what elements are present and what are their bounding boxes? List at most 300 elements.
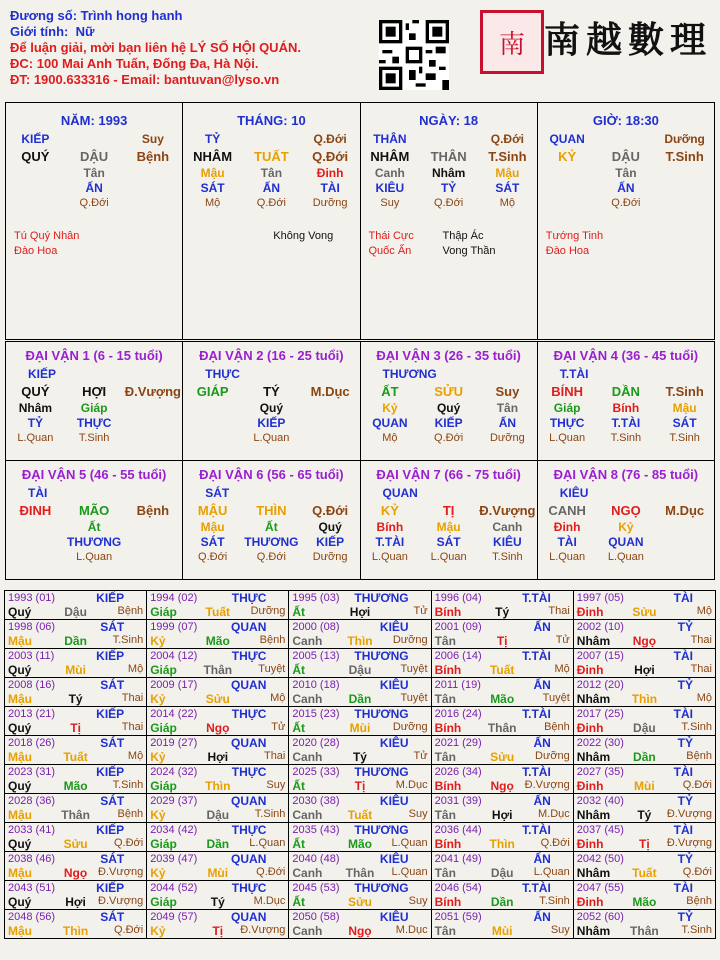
h1-cell: Nhâm (431, 166, 466, 180)
year-cell[interactable] (5, 707, 147, 736)
h2-cell: TỶ (440, 181, 457, 195)
dai-van-title: ĐẠI VẬN 7 (66 - 75 tuổi) (376, 467, 521, 482)
r1-row (361, 486, 537, 501)
h2-cell: SÁT (495, 181, 520, 195)
r2-cell: M.Dục (665, 503, 705, 518)
r2-cell: KỶ (558, 149, 577, 164)
year-god: KIẾP (96, 707, 125, 721)
r2-cell: Suy (495, 384, 520, 399)
h2-cell (301, 416, 360, 431)
year-cell[interactable] (289, 823, 431, 852)
year-cell[interactable] (574, 620, 716, 649)
year-phase: T.Sinh (681, 721, 712, 733)
dai-van-cell[interactable] (183, 461, 360, 580)
year-label: 2000 (08) (292, 621, 340, 633)
year-god: TỶ (677, 794, 693, 808)
year-stem: Canh (292, 808, 323, 822)
year-cell[interactable] (432, 881, 574, 910)
year-cell[interactable] (574, 736, 716, 765)
year-branch: Sửu (490, 750, 515, 764)
contact-line: Để luận giải, mời bạn liên hệ LÝ SỐ HỘI QUÁN. (10, 40, 301, 55)
year-cell[interactable] (432, 910, 574, 939)
year-cell[interactable] (574, 823, 716, 852)
year-branch: Dần (633, 750, 656, 764)
year-stem: Ất (292, 837, 306, 851)
year-cell[interactable] (5, 794, 147, 823)
year-branch: Dậu (490, 866, 514, 880)
year-bottom (292, 663, 427, 677)
r2-cell: THÌN (256, 503, 287, 518)
year-stem: Tân (434, 866, 456, 880)
r1-cell: KIẾP (28, 367, 57, 381)
year-cell[interactable] (574, 591, 716, 620)
year-stem: Kỷ (150, 924, 166, 938)
year-god: TỶ (677, 852, 693, 866)
year-phase: M.Dục (395, 924, 428, 936)
year-phase: Mộ (696, 605, 712, 617)
h3-cell (6, 550, 65, 564)
year-cell[interactable] (147, 678, 289, 707)
year-god: SÁT (100, 736, 125, 750)
year-cell[interactable] (289, 881, 431, 910)
h3-row (183, 431, 359, 445)
h2-row (6, 416, 182, 431)
year-branch: Tý (68, 692, 83, 706)
dai-van-cell[interactable] (538, 342, 715, 461)
year-cell[interactable] (147, 620, 289, 649)
dai-van-cell[interactable] (6, 342, 183, 461)
note-b: Quốc Ấn (368, 245, 412, 257)
r1-cell: Dưỡng (664, 132, 705, 146)
year-branch: Ngọ (63, 866, 88, 880)
year-phase: Dưỡng (392, 721, 428, 733)
year-stem: Mậu (8, 692, 32, 706)
year-cell[interactable] (5, 620, 147, 649)
year-god: KIẾP (96, 591, 125, 605)
year-god: THƯƠNG (354, 765, 409, 779)
address-line: ĐC: 100 Mai Anh Tuấn, Đống Đa, Hà Nội. (10, 56, 259, 71)
year-bottom (435, 779, 570, 793)
year-god: TÀI (673, 823, 693, 837)
year-cell[interactable] (147, 910, 289, 939)
h1-cell: Giáp (553, 401, 581, 415)
year-label: 2050 (58) (292, 911, 340, 923)
year-cell[interactable] (289, 852, 431, 881)
year-stem: Mậu (8, 634, 32, 648)
year-cell[interactable] (147, 649, 289, 678)
r2-row (6, 382, 182, 401)
r1-cell: KIÊU (559, 486, 589, 500)
year-branch: Tý (210, 895, 225, 909)
year-branch: Tị (212, 924, 224, 938)
h1-cell (6, 520, 65, 535)
year-bottom (577, 924, 712, 938)
year-god: TỶ (677, 678, 693, 692)
h2-cell: ẤN (85, 181, 103, 195)
year-branch: Tý (352, 750, 367, 764)
h1-cell (6, 166, 65, 181)
year-god: QUAN (231, 678, 267, 692)
h2-cell: SÁT (200, 181, 225, 195)
year-phase: Suy (408, 808, 428, 820)
year-stem: Bính (434, 895, 462, 909)
year-phase: Tuyệt (542, 692, 570, 704)
r1-row (6, 132, 182, 147)
year-bottom (150, 692, 285, 706)
year-phase: Suy (266, 779, 286, 791)
h1-cell: Tân (615, 166, 637, 180)
h2-cell: KIÊU (493, 535, 522, 549)
year-stem: Tân (434, 692, 456, 706)
h1-cell: Kỷ (382, 401, 398, 415)
year-cell[interactable] (289, 765, 431, 794)
year-phase: Q.Đới (113, 837, 144, 849)
year-cell[interactable] (147, 823, 289, 852)
year-cell[interactable] (147, 852, 289, 881)
h1-cell: Quý (318, 520, 342, 534)
year-stem: Đinh (576, 663, 604, 677)
year-stem: Ất (292, 779, 306, 793)
year-branch: Tuất (205, 605, 230, 619)
pillar-cell (183, 103, 360, 340)
year-label: 2046 (54) (434, 882, 482, 894)
year-cell[interactable] (574, 678, 716, 707)
year-branch: Tý (637, 808, 652, 822)
r1-row (538, 132, 714, 147)
year-stem: Ất (292, 721, 306, 735)
year-branch: Ngọ (206, 721, 230, 735)
r2-row (183, 501, 359, 520)
year-branch: Mão (490, 692, 515, 706)
h3-cell (655, 550, 714, 564)
year-cell[interactable] (432, 620, 574, 649)
year-cell[interactable] (432, 707, 574, 736)
year-phase: Đ.Vượng (240, 924, 286, 936)
h3-cell: Q.Đới (79, 197, 109, 209)
r2-cell: M.Dục (310, 384, 350, 399)
year-cell[interactable] (289, 707, 431, 736)
year-bottom (150, 779, 285, 793)
year-phase: T.Sinh (112, 634, 144, 646)
year-label: 2039 (47) (150, 853, 198, 865)
h2-cell: KIÊU (375, 181, 405, 195)
year-cell[interactable] (5, 736, 147, 765)
year-bottom (292, 895, 427, 909)
h1-row (183, 166, 359, 181)
h1-cell: Mậu (436, 520, 461, 534)
h1-row (6, 166, 182, 181)
year-god: KIÊU (379, 852, 409, 866)
year-bottom (150, 634, 285, 648)
h2-cell: T.TÀI (375, 535, 405, 549)
year-cell[interactable] (5, 881, 147, 910)
r2-cell: TUẤT (254, 149, 289, 164)
year-stem: Ất (292, 605, 306, 619)
h3-row (538, 196, 714, 210)
year-cell[interactable] (289, 736, 431, 765)
year-label: 2024 (32) (150, 766, 198, 778)
year-label: 2020 (28) (292, 737, 340, 749)
year-cell[interactable] (432, 736, 574, 765)
year-label: 2005 (13) (292, 650, 340, 662)
year-phase: M.Dục (395, 779, 428, 791)
year-phase: L.Quan (391, 866, 428, 878)
year-stem: Đinh (576, 779, 604, 793)
h3-cell (124, 550, 183, 564)
r2-row (361, 147, 537, 166)
dai-van-cell[interactable] (6, 461, 183, 580)
year-stem: Ất (292, 663, 306, 677)
year-phase: L.Quan (533, 866, 570, 878)
year-bottom (292, 605, 427, 619)
year-cell[interactable] (5, 765, 147, 794)
year-branch: Thân (630, 924, 659, 938)
h3-cell (6, 196, 65, 210)
dai-van-cell[interactable] (361, 342, 538, 461)
r2-cell: Đ.Vượng (124, 384, 181, 399)
year-cell[interactable] (289, 910, 431, 939)
year-cell[interactable] (5, 649, 147, 678)
h2-cell: TÀI (557, 535, 577, 549)
note2-a: Thập Ác (442, 230, 484, 242)
r1-row (361, 367, 537, 382)
year-god: KIÊU (379, 910, 409, 924)
year-cell[interactable] (289, 649, 431, 678)
h2-cell: THỰC (549, 416, 585, 430)
year-stem: Mậu (8, 808, 32, 822)
year-cell[interactable] (432, 852, 574, 881)
h3-cell: L.Quan (76, 551, 113, 563)
year-god: TÀI (673, 649, 693, 663)
h3-cell: Mộ (499, 197, 516, 209)
year-cell[interactable] (147, 794, 289, 823)
year-phase: T.Sinh (254, 808, 286, 820)
r1-cell: Q.Đới (490, 132, 524, 146)
year-cell[interactable] (147, 881, 289, 910)
note-a: Tướng Tinh (545, 230, 604, 242)
year-bottom (150, 605, 285, 619)
h3-row (361, 431, 537, 445)
year-label: 2028 (36) (8, 795, 56, 807)
year-phase: Q.Đới (682, 779, 712, 791)
year-bottom (435, 837, 570, 851)
year-cell[interactable] (432, 591, 574, 620)
h1-cell: Quý (259, 401, 284, 415)
h2-cell: TÀI (320, 181, 340, 195)
r2-cell: NGỌ (611, 503, 641, 518)
year-god: SÁT (100, 852, 125, 866)
year-cell[interactable] (432, 649, 574, 678)
year-cell[interactable] (147, 591, 289, 620)
h1-cell (124, 401, 183, 416)
year-table (4, 590, 716, 939)
year-cell[interactable] (289, 678, 431, 707)
r1-cell: QUAN (549, 132, 585, 146)
year-phase: Tử (271, 721, 286, 733)
year-cell[interactable] (432, 678, 574, 707)
year-god: THƯƠNG (354, 707, 409, 721)
year-cell[interactable] (5, 591, 147, 620)
year-label: 1995 (03) (292, 592, 340, 604)
year-god: ẤN (533, 794, 551, 808)
seal-stamp: 南 (480, 10, 544, 74)
year-bottom (435, 605, 570, 619)
year-phase: Đ.Vượng (98, 895, 144, 907)
h1-row (6, 520, 182, 535)
h3-cell: L.Quan (549, 551, 586, 563)
h3-cell: L.Quan (371, 551, 408, 563)
dai-van-cell[interactable] (183, 342, 360, 461)
h1-cell: Tân (260, 166, 283, 180)
year-bottom (577, 808, 712, 822)
year-label: 2042 (50) (576, 853, 624, 865)
r2-cell: ĐINH (19, 503, 52, 518)
year-cell[interactable] (574, 649, 716, 678)
year-cell[interactable] (574, 794, 716, 823)
r2-cell: TỊ (442, 503, 455, 518)
year-phase: Dưỡng (535, 750, 570, 762)
year-stem: Đinh (576, 721, 604, 735)
year-stem: Tân (434, 750, 456, 764)
h3-cell: T.Sinh (610, 432, 642, 444)
year-cell[interactable] (574, 707, 716, 736)
h3-row (538, 431, 714, 445)
year-label: 2034 (42) (150, 824, 198, 836)
r1-cell: TỶ (204, 132, 221, 146)
year-branch: Thân (345, 866, 375, 880)
year-branch: Mùi (349, 721, 371, 735)
h2-row (6, 181, 182, 196)
year-cell[interactable] (147, 736, 289, 765)
year-branch: Dần (64, 634, 87, 648)
year-branch: Dần (206, 837, 230, 851)
pillar-title: THÁNG: 10 (237, 113, 306, 128)
h1-cell: Kỷ (618, 520, 634, 534)
h1-cell: Bính (376, 520, 404, 534)
r2-cell: CANH (548, 503, 586, 518)
dai-van-cell[interactable] (538, 461, 715, 580)
r2-row (6, 147, 182, 166)
phone-email-line[interactable]: ĐT: 1900.633316 - Email: bantuvan@lyso.vn (10, 72, 280, 87)
year-phase: M.Dục (538, 808, 570, 820)
h2-cell: SÁT (436, 535, 461, 549)
h1-cell (655, 166, 714, 181)
r2-row (6, 501, 182, 520)
year-phase: T.Sinh (112, 779, 144, 791)
year-bottom (8, 634, 143, 648)
year-cell[interactable] (5, 910, 147, 939)
year-cell[interactable] (147, 707, 289, 736)
year-label: 2026 (34) (434, 766, 482, 778)
r1-cell (419, 132, 478, 147)
year-bottom (8, 837, 143, 851)
h2-cell: THƯƠNG (67, 535, 122, 549)
year-label: 2045 (53) (292, 882, 340, 894)
year-branch: Ngọ (632, 634, 657, 648)
year-cell[interactable] (147, 765, 289, 794)
year-god: TÀI (673, 765, 693, 779)
r2-cell: MẬU (197, 503, 228, 518)
r2-cell: Đ.Vượng (479, 503, 536, 518)
year-cell[interactable] (5, 678, 147, 707)
r2-cell: Q.Đới (312, 149, 349, 164)
r1-cell (65, 132, 124, 147)
year-cell[interactable] (289, 620, 431, 649)
year-stem: Canh (292, 692, 323, 706)
year-cell[interactable] (574, 852, 716, 881)
year-branch: Mão (347, 837, 372, 851)
year-branch: Tị (70, 721, 81, 735)
year-god: T.TÀI (522, 649, 551, 663)
year-stem: Canh (292, 634, 323, 648)
year-label: 2025 (33) (292, 766, 340, 778)
year-label: 2013 (21) (8, 708, 56, 720)
year-cell[interactable] (289, 794, 431, 823)
year-label: 2012 (20) (576, 679, 624, 691)
dai-van-grid (5, 341, 715, 580)
pillar-notes2 (443, 229, 538, 259)
year-bottom (8, 866, 143, 880)
h3-row (6, 550, 182, 564)
h1-cell: Đinh (316, 166, 344, 180)
year-cell[interactable] (432, 765, 574, 794)
year-god: QUAN (231, 910, 267, 924)
owner-name: Đương số: Trình hong hanh (10, 8, 183, 23)
pillar-title: NGÀY: 18 (419, 113, 479, 128)
h2-row (183, 416, 359, 431)
year-label: 2001 (09) (434, 621, 482, 633)
dai-van-cell[interactable] (361, 461, 538, 580)
year-god: THƯƠNG (354, 823, 409, 837)
year-cell[interactable] (574, 765, 716, 794)
year-bottom (435, 663, 570, 677)
h3-cell: L.Quan (253, 432, 290, 444)
year-cell[interactable] (5, 823, 147, 852)
r2-cell: SỬU (434, 384, 464, 399)
year-phase: Q.Đới (682, 866, 712, 878)
year-label: 2047 (55) (576, 882, 624, 894)
year-label: 1998 (06) (8, 621, 56, 633)
year-phase: L.Quan (249, 837, 286, 849)
pillar-cell (6, 103, 183, 340)
h2-cell (124, 535, 183, 550)
year-label: 2017 (25) (576, 708, 624, 720)
year-stem: Giáp (150, 895, 177, 909)
year-god: SÁT (100, 620, 125, 634)
h1-cell: Quý (436, 401, 461, 415)
year-stem: Giáp (150, 779, 177, 793)
r2-cell: NHÂM (370, 149, 410, 164)
year-cell[interactable] (289, 591, 431, 620)
h1-cell: Canh (374, 166, 405, 180)
h2-row (361, 181, 537, 196)
year-cell[interactable] (432, 794, 574, 823)
qr-code-icon[interactable] (379, 20, 449, 90)
year-bottom (150, 750, 285, 764)
year-branch: Tị (354, 779, 366, 793)
year-bottom (435, 634, 570, 648)
year-cell[interactable] (574, 881, 716, 910)
year-cell[interactable] (574, 910, 716, 939)
h3-cell: Suy (380, 197, 400, 209)
year-branch: Mão (205, 634, 230, 648)
year-phase: Q.Đới (540, 837, 570, 849)
year-branch: Hợi (207, 750, 229, 764)
year-cell[interactable] (432, 823, 574, 852)
year-cell[interactable] (5, 852, 147, 881)
year-branch: Dậu (348, 663, 372, 677)
r1-cell: THỰC (205, 367, 240, 381)
